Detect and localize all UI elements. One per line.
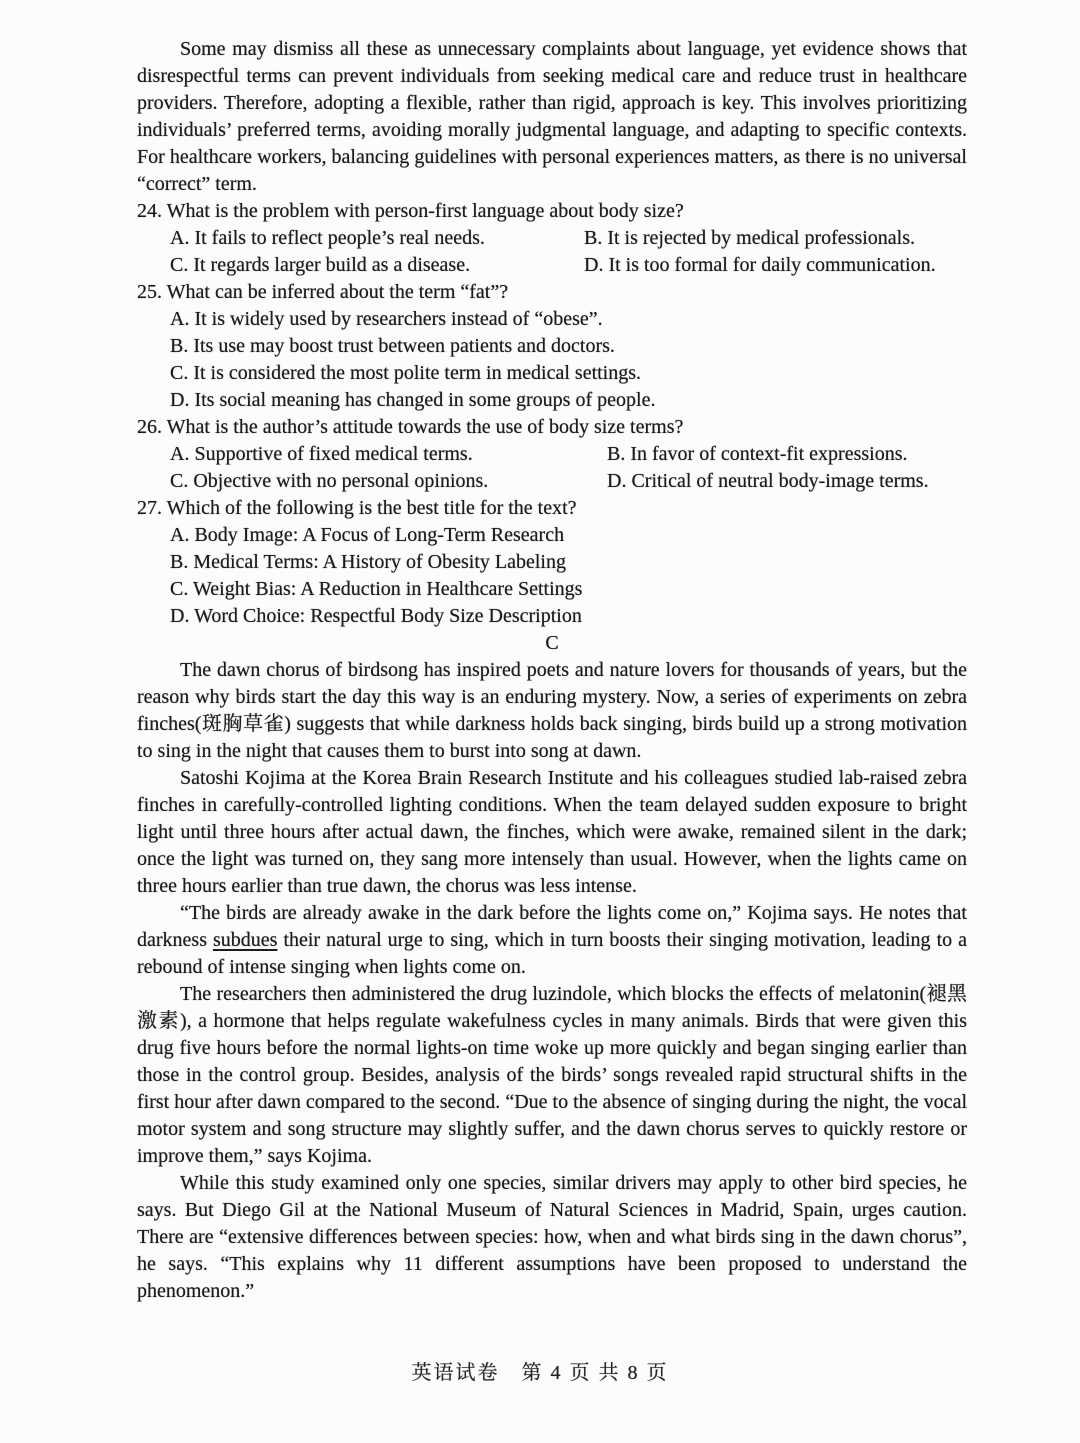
page-content	[137, 36, 967, 1305]
option-row	[170, 441, 967, 468]
question-27-options	[137, 522, 967, 630]
option-26-c: C. Objective with no personal opinions.	[170, 470, 489, 492]
paragraph-3-text-before: “The birds are already awake in the dark before the lights come on,” Kojima says. He notes that darkness	[137, 902, 967, 951]
passage-c-paragraph-3	[137, 900, 967, 981]
question-25	[137, 279, 967, 414]
option-row	[170, 468, 967, 495]
passage-b-closing-paragraph: Some may dismiss all these as unnecessary complaints about language, yet evidence shows that disrespectful terms can prevent individuals from seeking medical care and reduce trust in healthcare providers. Therefore, adopting a flexible, rather than rigid, approach is key. This involves prioritizing individuals’ preferred terms, avoiding morally judgmental language, and adapting to specific contexts. For healthcare workers, balancing guidelines with personal experiences matters, as there is no universal “correct” term.	[137, 38, 967, 195]
underlined-word-subdues: subdues	[212, 929, 278, 951]
passage-c-paragraph-4: The researchers then administered the drug luzindole, which blocks the effects of melatonin(褪黑激素), a hormone that helps regulate wakefulness cycles in many animals. Birds that were given this drug five hours before the normal lights-on time woke up more quickly and began singing earlier than those in the control group. Besides, analysis of the birds’ songs revealed rapid structural shifts in the first hour after dawn compared to the second. “Due to the absence of singing during the night, the vocal motor system and song structure may slightly suffer, and the dawn chorus serves to quickly restore or improve them,” says Kojima.	[137, 983, 967, 1167]
question-27-text: Which of the following is the best title for the text?	[166, 497, 577, 519]
option-row	[170, 225, 967, 252]
option-24-d: D. It is too formal for daily communication.	[584, 254, 936, 276]
option-25-b: B. Its use may boost trust between patients and doctors.	[170, 335, 615, 357]
option-row	[170, 252, 967, 279]
question-24-number: 24.	[137, 200, 162, 222]
option-27-b: B. Medical Terms: A History of Obesity Labeling	[170, 551, 566, 573]
question-25-number: 25.	[137, 281, 162, 303]
question-26-text: What is the author’s attitude towards the use of body size terms?	[166, 416, 684, 438]
question-26-stem	[137, 414, 967, 441]
question-27-stem	[137, 495, 967, 522]
option-27-a: A. Body Image: A Focus of Long-Term Research	[170, 524, 565, 546]
paragraph-3-text-after: their natural urge to sing, which in turn boosts their singing motivation, leading to a rebound of intense singing when lights come on.	[137, 929, 967, 978]
option-27-c: C. Weight Bias: A Reduction in Healthcare Settings	[170, 578, 583, 600]
option-24-c: C. It regards larger build as a disease.	[170, 254, 471, 276]
question-24-stem	[137, 198, 967, 225]
question-26	[137, 414, 967, 495]
question-25-options	[137, 306, 967, 414]
question-26-options	[137, 441, 967, 495]
section-c-heading: C	[545, 632, 559, 654]
option-26-b: B. In favor of context-fit expressions.	[607, 443, 908, 465]
page-footer: 英语试卷 第 4 页 共 8 页	[411, 1362, 669, 1384]
option-24-a: A. It fails to reflect people’s real needs.	[170, 227, 485, 249]
passage-c-paragraph-1: The dawn chorus of birdsong has inspired poets and nature lovers for thousands of years, but the reason why birds start the day this way is an enduring mystery. Now, a series of experiments on zebra finches(斑胸草雀) suggests that while darkness holds back singing, birds build up a strong motivation to sing in the night that causes them to burst into song at dawn.	[137, 659, 967, 762]
question-24-text: What is the problem with person-first language about body size?	[166, 200, 684, 222]
passage-c-paragraph-5: While this study examined only one species, similar drivers may apply to other bird species, he says. But Diego Gil at the National Museum of Natural Sciences in Madrid, Spain, urges caution. There are “extensive differences between species: how, when and what birds sing in the dawn chorus”, he says. “This explains why 11 different assumptions have been proposed to understand the phenomenon.”	[137, 1172, 967, 1302]
option-26-a: A. Supportive of fixed medical terms.	[170, 443, 473, 465]
question-26-number: 26.	[137, 416, 162, 438]
question-25-stem	[137, 279, 967, 306]
question-24	[137, 198, 967, 279]
option-24-b: B. It is rejected by medical professionals.	[584, 227, 916, 249]
passage-c-paragraph-2: Satoshi Kojima at the Korea Brain Research Institute and his colleagues studied lab-raised zebra finches in carefully-controlled lighting conditions. When the team delayed sudden exposure to bright light until three hours after actual dawn, the finches, which were awake, remained silent in the dark; once the light was turned on, they sang more intensely than usual. However, when the lights came on three hours earlier than true dawn, the chorus was less intense.	[137, 767, 967, 897]
option-25-c: C. It is considered the most polite term in medical settings.	[170, 362, 642, 384]
question-24-options	[137, 225, 967, 279]
option-25-a: A. It is widely used by researchers instead of “obese”.	[170, 308, 603, 330]
option-26-d: D. Critical of neutral body-image terms.	[607, 470, 929, 492]
question-25-text: What can be inferred about the term “fat”?	[166, 281, 509, 303]
question-27-number: 27.	[137, 497, 162, 519]
question-27	[137, 495, 967, 630]
option-25-d: D. Its social meaning has changed in some groups of people.	[170, 389, 656, 411]
option-27-d: D. Word Choice: Respectful Body Size Description	[170, 605, 582, 627]
